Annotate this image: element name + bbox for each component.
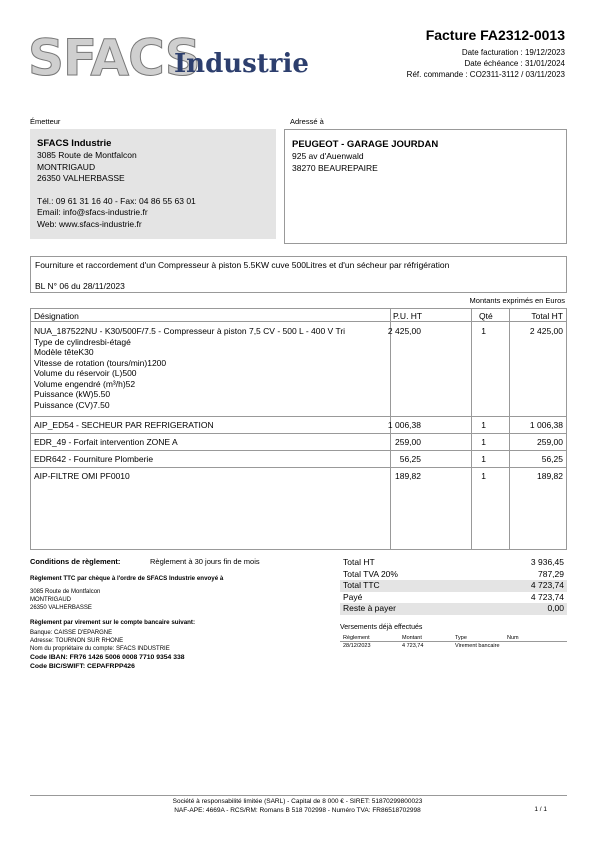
table-row: [31, 468, 566, 550]
account-owner: Nom du propriétaire du compte: SFACS INDUSTRIE: [30, 646, 170, 652]
total-label: Payé: [343, 591, 363, 602]
recipient-name: PEUGEOT - GARAGE JOURDAN: [292, 139, 439, 150]
item-total: 2 425,00: [529, 326, 563, 336]
item-detail: Volume engendré (m³/h)52: [34, 378, 136, 389]
item-total: 1 006,38: [529, 420, 563, 430]
item-total: 259,00: [537, 437, 563, 447]
bic: Code BIC/SWIFT: CEPAFRPP426: [30, 663, 135, 670]
payments-row: [340, 642, 567, 650]
items-table: [30, 308, 567, 550]
bank-transfer-info: [30, 619, 195, 671]
invoice-meta: [407, 47, 565, 80]
description-text: Fourniture et raccordement d'un Compresseur à piston 5.5KW cuve 500Litres et d'un sécheur par réfrigération: [35, 260, 450, 270]
footer-legal-line: NAF-APE: 4669A - RCS/RM: Romans B 518 702998 - Numéro TVA: FR86518702998: [174, 807, 421, 814]
conditions-label: Conditions de règlement:: [30, 557, 121, 566]
transfer-title: Règlement par virement sur le compte bancaire suivant:: [30, 619, 196, 626]
bank-name: Banque: CAISSE D'EPARGNE: [30, 630, 113, 636]
item-detail: Vitesse de rotation (tours/min)1200: [34, 357, 167, 368]
total-value: 4 723,74: [530, 580, 564, 590]
payments-header-cell: Montant: [402, 635, 422, 641]
table-row: [31, 323, 566, 417]
amounts-note: Montants exprimés en Euros: [469, 296, 565, 305]
total-label: Total HT: [343, 557, 375, 567]
iban: Code IBAN: FR76 1426 5006 0008 7710 9354 338: [30, 654, 185, 661]
payments-header: [340, 634, 567, 642]
delivery-note: BL N° 06 du 28/11/2023: [35, 281, 125, 291]
total-row: [340, 580, 567, 592]
totals-block: [340, 557, 567, 615]
header-designation: Désignation: [34, 311, 79, 321]
order-reference: Réf. commande : CO2311-3112 / 03/11/2023: [406, 70, 565, 79]
emitter-address-line: 26350 VALHERBASSE: [37, 173, 125, 183]
item-total: 56,25: [541, 454, 563, 464]
invoice-title: Facture FA2312-0013: [425, 27, 565, 43]
item-detail: Volume du réservoir (L)500: [34, 368, 137, 378]
invoice-due-date: Date échéance : 31/01/2024: [464, 59, 565, 68]
item-designation-text: NUA_187522NU - K30/500F/7.5 - Compresseur à piston 7,5 CV - 500 L - 400 V Tri: [34, 326, 346, 336]
payments-header-cell: Type: [455, 635, 467, 641]
cheque-title: Règlement TTC par chèque à l'ordre de SFACS Industrie envoyé à: [30, 575, 224, 582]
recipient-address-line: 38270 BEAUREPAIRE: [292, 162, 378, 173]
total-value: 3 936,45: [530, 557, 564, 567]
payments-table: [340, 634, 567, 650]
header-pu: P.U. HT: [393, 311, 423, 321]
cheque-address-line: MONTRIGAUD: [30, 597, 71, 603]
total-row: [340, 569, 567, 581]
invoice-date: Date facturation : 19/12/2023: [461, 48, 565, 57]
header-qty: Qté: [479, 311, 493, 321]
total-value: 787,29: [538, 568, 564, 579]
payments-cell: Virement bancaire: [455, 643, 500, 649]
emitter-box: [30, 129, 276, 239]
total-label: Reste à payer: [343, 603, 396, 613]
emitter-phone: Tél.: 09 61 31 16 40 - Fax: 04 86 55 63 01: [37, 195, 196, 206]
item-unit-price: 1 006,38: [387, 420, 421, 430]
total-value: 0,00: [547, 603, 564, 613]
item-designation: [34, 326, 389, 410]
header-total: Total HT: [531, 311, 563, 321]
item-designation: EDR_49 - Forfait intervention ZONE A: [34, 437, 178, 447]
emitter-address-line: MONTRIGAUD: [37, 161, 96, 172]
payments-made-title: Versements déjà effectués: [340, 624, 423, 631]
item-quantity: 1: [481, 420, 486, 430]
item-quantity: 1: [481, 471, 486, 481]
payments-header-cell: Règlement: [343, 635, 370, 641]
item-designation: AIP-FILTRE OMI PF0010: [34, 471, 130, 481]
footer-legal-line: Société à responsabilité limitée (SARL) - Capital de 8 000 € - SIRET: 51870299800023: [172, 798, 423, 805]
table-row: [31, 434, 566, 451]
table-header: [31, 309, 566, 322]
total-label: Total TVA 20%: [343, 568, 398, 579]
emitter-name: SFACS Industrie: [37, 138, 112, 149]
bank-address: Adresse: TOURNON SUR RHONE: [30, 638, 124, 644]
recipient-box: [284, 129, 567, 244]
emitter-email: Email: info@sfacs-industrie.fr: [37, 207, 148, 217]
conditions-value: Règlement à 30 jours fin de mois: [150, 557, 260, 566]
item-detail: Type de cylindresbi-étagé: [34, 336, 131, 347]
total-label: Total TTC: [343, 580, 380, 590]
item-quantity: 1: [481, 437, 486, 447]
payments-cell: 28/12/2023: [343, 643, 371, 649]
total-value: 4 723,74: [530, 591, 564, 602]
logo-sfacs-text: SFACS: [28, 29, 200, 87]
cheque-address-line: 3085 Route de Montfalcon: [30, 589, 101, 595]
item-detail: Puissance (CV)7.50: [34, 399, 110, 410]
payments-cell: 4 723,74: [402, 643, 424, 649]
recipient-label: Adressé à: [290, 117, 324, 126]
emitter-web: Web: www.sfacs-industrie.fr: [37, 218, 142, 229]
emitter-address-line: 3085 Route de Montfalcon: [37, 150, 137, 160]
emitter-label: Émetteur: [30, 117, 61, 126]
page-number: 1 / 1: [534, 806, 547, 813]
invoice-description: [30, 256, 567, 293]
item-unit-price: 2 425,00: [387, 326, 421, 336]
item-designation: AIP_ED54 - SECHEUR PAR REFRIGERATION: [34, 420, 214, 430]
total-row: [340, 592, 567, 604]
item-unit-price: 56,25: [399, 454, 421, 464]
footer-divider: [30, 795, 567, 796]
logo-industrie-text: Industrie: [174, 49, 309, 79]
item-total: 189,82: [537, 471, 563, 481]
table-row: [31, 417, 566, 434]
total-row: [340, 603, 567, 615]
item-designation: EDR642 - Fourniture Plomberie: [34, 454, 154, 464]
item-detail: Puissance (kW)5.50: [34, 389, 111, 399]
item-detail: Modèle têteK30: [34, 347, 94, 357]
item-quantity: 1: [481, 326, 486, 336]
recipient-address-line: 925 av d'Auenwald: [292, 151, 364, 161]
item-quantity: 1: [481, 454, 486, 464]
cheque-info: [30, 575, 223, 612]
cheque-address-line: 26350 VALHERBASSE: [30, 605, 92, 611]
payments-header-cell: Num: [507, 635, 519, 641]
total-row: [340, 557, 567, 569]
item-unit-price: 259,00: [395, 437, 421, 447]
table-row: [31, 451, 566, 468]
footer: [0, 797, 595, 815]
company-logo: [28, 29, 309, 87]
item-unit-price: 189,82: [395, 471, 421, 481]
